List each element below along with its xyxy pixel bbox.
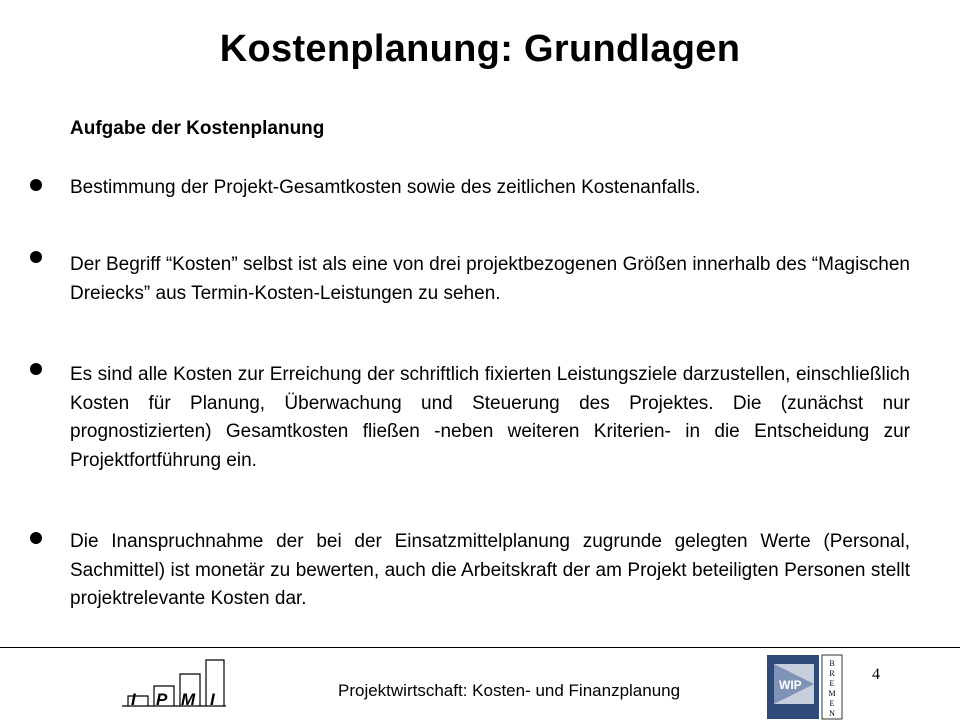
section-subtitle: Aufgabe der Kostenplanung — [70, 118, 325, 139]
ipmi-letter: I — [131, 690, 136, 709]
bullet-dot-icon — [30, 363, 42, 375]
bremen-letter: B — [829, 659, 835, 668]
bullet-text: Der Begriff “Kosten” selbst ist als eine von drei projektbezogenen Größen innerhalb des “Magischen Dreiecks” aus Termin-Kosten-Leistungen zu sehen. — [70, 254, 910, 304]
bullet-dot-icon — [30, 251, 42, 263]
ipmi-letter: I — [210, 690, 215, 709]
bremen-letter: N — [829, 709, 835, 718]
bremen-letter: E — [829, 679, 835, 688]
footer-divider — [0, 647, 960, 648]
footer-text: Projektwirtschaft: Kosten- und Finanzplanung — [338, 681, 681, 700]
slide-title: Kostenplanung: Grundlagen — [219, 28, 741, 70]
bullet-text: Bestimmung der Projekt-Gesamtkosten sowie des zeitlichen Kostenanfalls. — [70, 177, 701, 198]
page-number: 4 — [872, 666, 880, 683]
ipmi-letter: M — [181, 690, 196, 709]
bremen-letter: M — [828, 689, 836, 698]
bremen-letter: E — [829, 699, 835, 708]
bullet-dot-icon — [30, 179, 42, 191]
bullet-text: Es sind alle Kosten zur Erreichung der schriftlich fixierten Leistungsziele darzustellen, einschließlich Kosten für Planung, Überwachung und Steuerung des Projektes. Die (zunächst nur prognostizierten) Gesamtkosten fließen -neben weiteren Kriterien- in die Entscheidung zur Projektfortführung ein. — [70, 364, 910, 471]
ipmi-logo — [120, 656, 228, 716]
bullet-dot-icon — [30, 532, 42, 544]
bremen-letter: R — [829, 669, 835, 678]
ipmi-letter: P — [156, 690, 168, 709]
bullet-text: Die Inanspruchnahme der bei der Einsatzmittelplanung zugrunde gelegten Werte (Personal, Sachmittel) ist monetär zu bewerten, auch die Arbeitskraft der am Projekt beteiligten Personen stellt projektrelevante Kosten dar. — [70, 531, 910, 609]
wip-bremen-logo — [766, 654, 862, 720]
wip-logo-text: WIP — [779, 678, 802, 692]
